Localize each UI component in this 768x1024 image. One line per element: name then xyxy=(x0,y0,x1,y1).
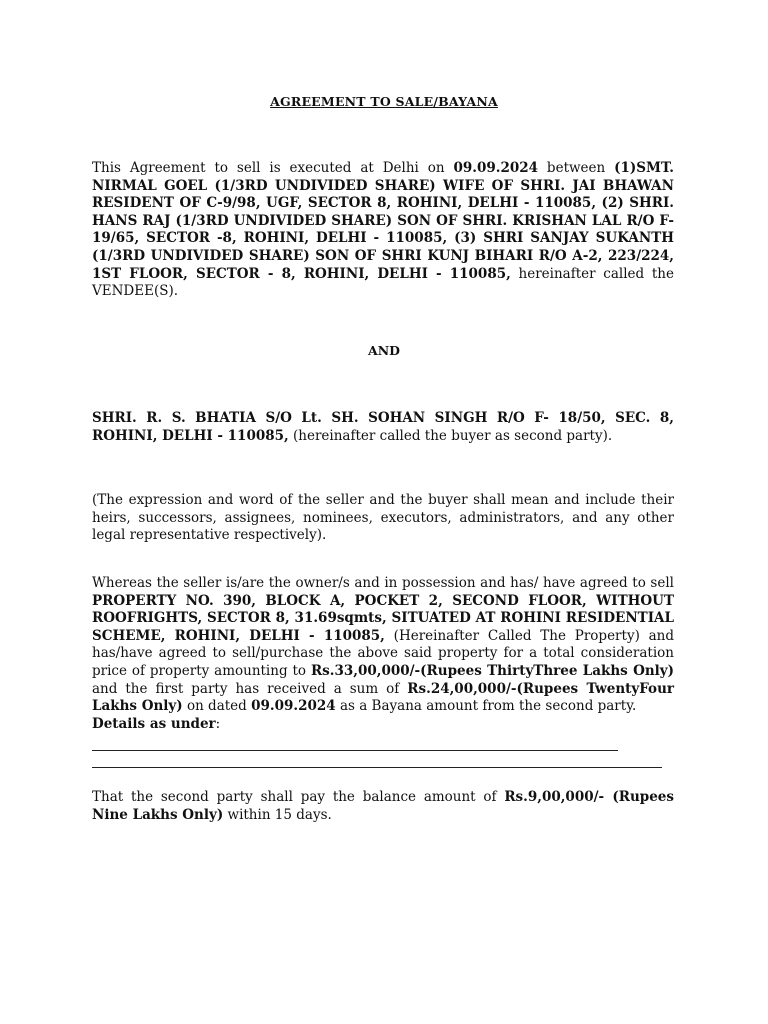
p1-text-2: between xyxy=(538,160,615,176)
bayana-date: 09.09.2024 xyxy=(251,698,336,715)
p4-text-3: and the first party has received a sum of xyxy=(92,680,408,697)
property-details: PROPERTY NO. 390, BLOCK A, POCKET 2, SECOND FLOOR, WITHOUT ROOFRIGHTS, SECTOR 8, 31.69sqmts, SITUATED AT ROHINI RESIDENTIAL SCHEME, ROHINI, DELHI - 110085, xyxy=(92,592,674,644)
p4-text-5: as a Bayana amount from the second party. xyxy=(335,698,637,715)
total-consideration: Rs.33,00,000/-(Rupees ThirtyThree Lakhs Only) xyxy=(310,662,674,679)
p2-text-1: (hereinafter called the buyer as second party). xyxy=(288,427,613,444)
paragraph-buyer xyxy=(92,410,674,445)
p5-text-2: within 15 days. xyxy=(223,806,332,823)
p4-text-4: on dated xyxy=(182,698,252,715)
details-blank-line-1 xyxy=(92,750,618,751)
paragraph-expression: (The expression and word of the seller and the buyer shall mean and include their heirs, successors, assignees, nominees, executors, administrators, and any other legal representative respectively). xyxy=(92,492,674,544)
p4-text-1: Whereas the seller is/are the owner/s and in possession and has/ have agreed to sell xyxy=(92,575,674,591)
paragraph-whereas xyxy=(92,575,674,733)
p5-text-1: That the second party shall pay the balance amount of xyxy=(92,789,505,805)
paragraph-parties xyxy=(92,160,674,301)
details-colon: : xyxy=(215,715,221,732)
agreement-date: 09.09.2024 xyxy=(453,160,539,176)
document-title: AGREEMENT TO SALE/BAYANA xyxy=(270,94,498,109)
details-label: Details as under xyxy=(92,715,216,732)
p1-text-1: This Agreement to sell is executed at Delhi on xyxy=(92,160,454,176)
and-separator: AND xyxy=(368,343,400,358)
paragraph-balance xyxy=(92,789,674,824)
details-blank-line-2 xyxy=(92,767,662,768)
balance-amount: Rs.9,00,000/- (Rupees Nine Lakhs Only) xyxy=(92,789,674,823)
vendee-parties: (1)SMT. NIRMAL GOEL (1/3RD UNDIVIDED SHARE) WIFE OF SHRI. JAI BHAWAN RESIDENT OF C-9/98, UGF, SECTOR 8, ROHINI, DELHI - 110085, (2) SHRI. HANS RAJ (1/3RD UNDIVIDED SHARE) SON OF SHRI. KRISHAN LAL R/O F-19/65, SECTOR -8, ROHINI, DELHI - 110085, (3) SHRI SANJAY SUKANTH (1/3RD UNDIVIDED SHARE) SON OF SHRI KUNJ BIHARI R/O A-2, 223/224, 1ST FLOOR, SECTOR - 8, ROHINI, DELHI - 110085, xyxy=(92,160,674,282)
p1-text-3: hereinafter called the VENDEE(S). xyxy=(92,265,674,300)
p4-text-2: (Hereinafter Called The Property) and has/have agreed to sell/purchase the above said property for a total consideration price of property amounting to xyxy=(92,627,675,679)
received-amount: Rs.24,00,000/-(Rupees TwentyFour Lakhs Only) xyxy=(92,680,674,715)
buyer-details: SHRI. R. S. BHATIA S/O Lt. SH. SOHAN SINGH R/O F- 18/50, SEC. 8, ROHINI, DELHI - 110085, xyxy=(92,410,674,444)
